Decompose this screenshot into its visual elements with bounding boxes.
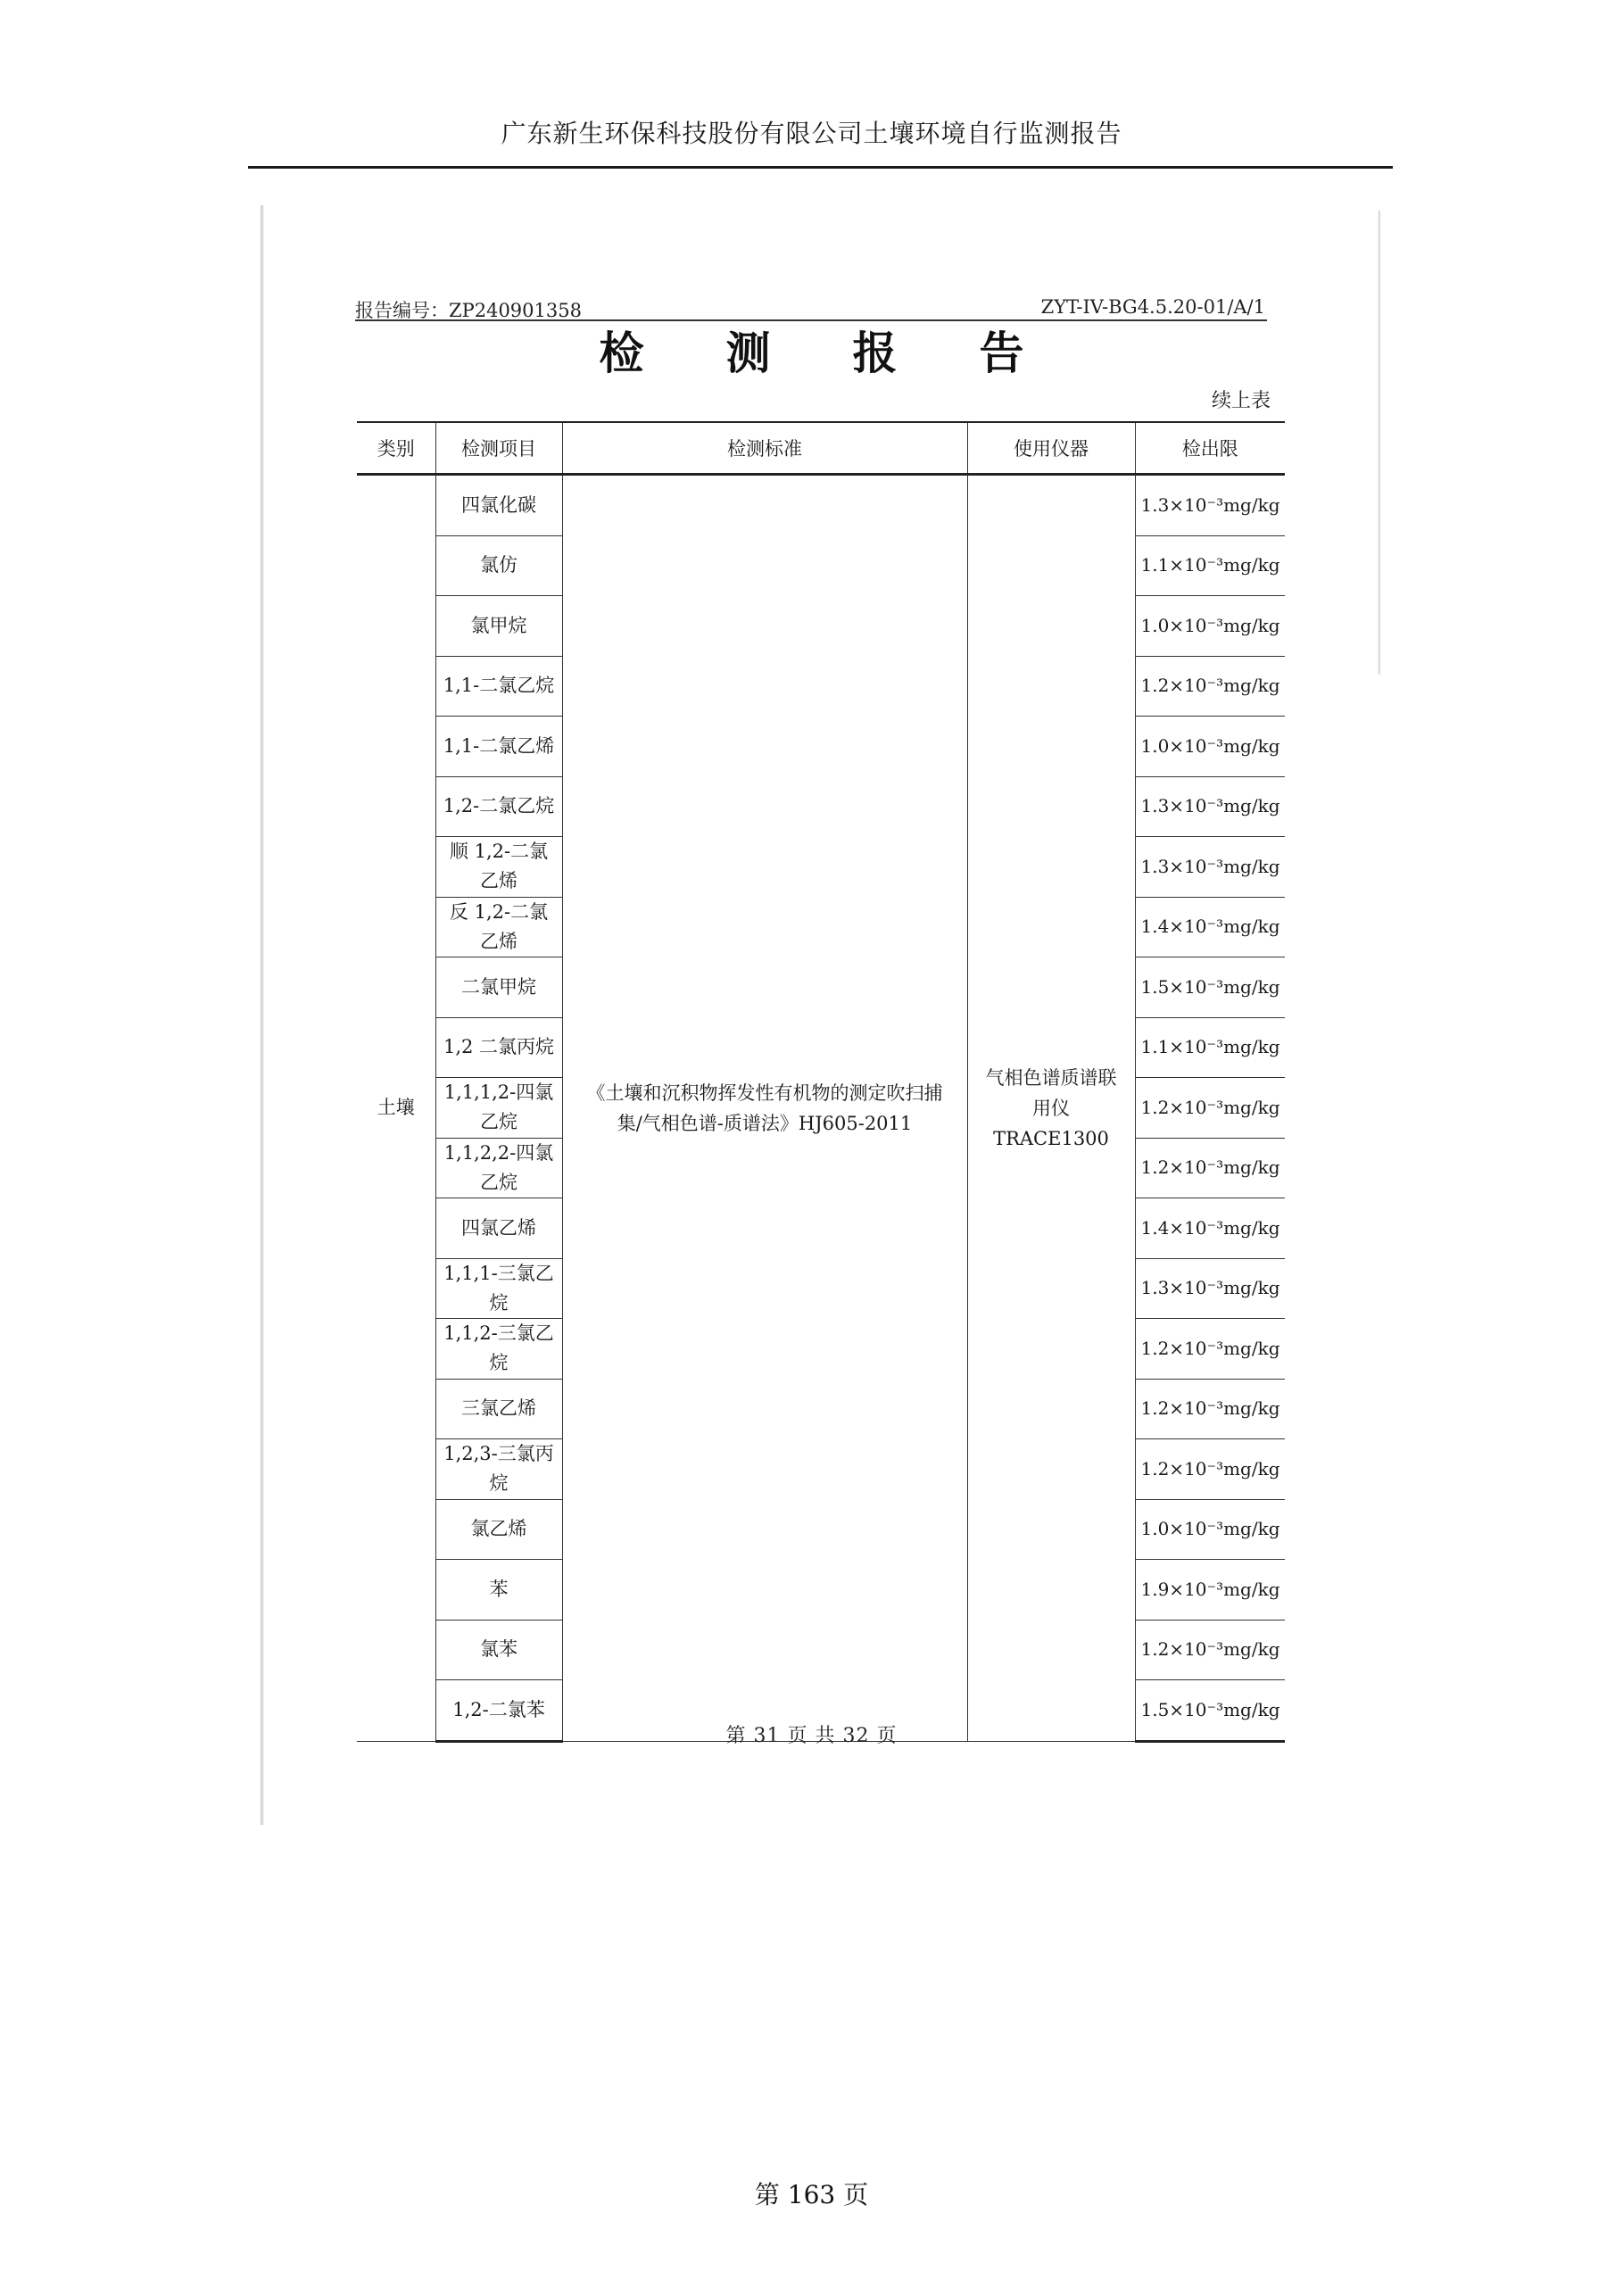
- header-category: 类别: [357, 422, 435, 475]
- report-number: 报告编号：ZP240901358: [355, 300, 582, 321]
- item-cell: 1,1,1-三氯乙烷: [435, 1258, 562, 1319]
- item-cell: 氯乙烯: [435, 1499, 562, 1560]
- limit-cell: 1.0×10⁻³mg/kg: [1135, 717, 1285, 777]
- detection-table: [357, 421, 1285, 1743]
- item-cell: 1,1-二氯乙烷: [435, 656, 562, 717]
- header-rule: [248, 166, 1393, 169]
- continued-label: 续上表: [1212, 390, 1271, 412]
- limit-cell: 1.9×10⁻³mg/kg: [1135, 1560, 1285, 1620]
- limit-cell: 1.1×10⁻³mg/kg: [1135, 1017, 1285, 1078]
- item-cell: 反 1,2-二氯乙烯: [435, 897, 562, 957]
- table-row: [357, 475, 1285, 536]
- outer-page-number: 第 163 页: [754, 2180, 869, 2209]
- limit-cell: 1.4×10⁻³mg/kg: [1135, 1198, 1285, 1259]
- limit-cell: 1.0×10⁻³mg/kg: [1135, 1499, 1285, 1560]
- form-code: ZYT-IV-BG4.5.20-01/A/1: [1040, 296, 1265, 318]
- report-meta: [355, 296, 1265, 319]
- limit-cell: 1.2×10⁻³mg/kg: [1135, 1439, 1285, 1500]
- limit-cell: 1.2×10⁻³mg/kg: [1135, 1379, 1285, 1439]
- header-standard: 检测标准: [562, 422, 967, 475]
- header-instrument: 使用仪器: [967, 422, 1135, 475]
- scan-edge-left: [261, 205, 264, 1825]
- item-cell: 1,2,3-三氯丙烷: [435, 1439, 562, 1500]
- limit-cell: 1.5×10⁻³mg/kg: [1135, 1680, 1285, 1742]
- inner-page-number: 第 31 页 共 32 页: [725, 1725, 898, 1747]
- item-cell: 1,2 二氯丙烷: [435, 1017, 562, 1078]
- item-cell: 三氯乙烯: [435, 1379, 562, 1439]
- scan-edge-right: [1378, 211, 1380, 675]
- item-cell: 四氯化碳: [435, 475, 562, 536]
- limit-cell: 1.1×10⁻³mg/kg: [1135, 535, 1285, 596]
- category-cell: 土壤: [357, 475, 435, 1742]
- item-cell: 氯仿: [435, 535, 562, 596]
- report-title: 检测报告: [599, 327, 1106, 379]
- header-item: 检测项目: [435, 422, 562, 475]
- item-cell: 1,2-二氯乙烷: [435, 776, 562, 837]
- table-header-row: [357, 422, 1285, 475]
- item-cell: 1,1,2-三氯乙烷: [435, 1319, 562, 1380]
- standard-cell: 《土壤和沉积物挥发性有机物的测定吹扫捕集/气相色谱-质谱法》HJ605-2011: [562, 475, 967, 1742]
- item-cell: 二氯甲烷: [435, 957, 562, 1018]
- limit-cell: 1.0×10⁻³mg/kg: [1135, 596, 1285, 657]
- item-cell: 四氯乙烯: [435, 1198, 562, 1259]
- item-cell: 氯甲烷: [435, 596, 562, 657]
- limit-cell: 1.3×10⁻³mg/kg: [1135, 475, 1285, 536]
- header-limit: 检出限: [1135, 422, 1285, 475]
- limit-cell: 1.2×10⁻³mg/kg: [1135, 1078, 1285, 1139]
- limit-cell: 1.2×10⁻³mg/kg: [1135, 1319, 1285, 1380]
- page-header: 广东新生环保科技股份有限公司土壤环境自行监测报告: [501, 119, 1122, 148]
- item-cell: 顺 1,2-二氯乙烯: [435, 837, 562, 898]
- limit-cell: 1.3×10⁻³mg/kg: [1135, 1258, 1285, 1319]
- item-cell: 1,2-二氯苯: [435, 1680, 562, 1742]
- limit-cell: 1.2×10⁻³mg/kg: [1135, 1138, 1285, 1198]
- limit-cell: 1.3×10⁻³mg/kg: [1135, 776, 1285, 837]
- limit-cell: 1.2×10⁻³mg/kg: [1135, 1620, 1285, 1680]
- limit-cell: 1.4×10⁻³mg/kg: [1135, 897, 1285, 957]
- item-cell: 苯: [435, 1560, 562, 1620]
- item-cell: 氯苯: [435, 1620, 562, 1680]
- item-cell: 1,1,2,2-四氯乙烷: [435, 1138, 562, 1198]
- instrument-cell: 气相色谱质谱联用仪TRACE1300: [967, 475, 1135, 1742]
- item-cell: 1,1-二氯乙烯: [435, 717, 562, 777]
- limit-cell: 1.3×10⁻³mg/kg: [1135, 837, 1285, 898]
- table-body: [357, 475, 1285, 1742]
- item-cell: 1,1,1,2-四氯乙烷: [435, 1078, 562, 1139]
- limit-cell: 1.5×10⁻³mg/kg: [1135, 957, 1285, 1018]
- limit-cell: 1.2×10⁻³mg/kg: [1135, 656, 1285, 717]
